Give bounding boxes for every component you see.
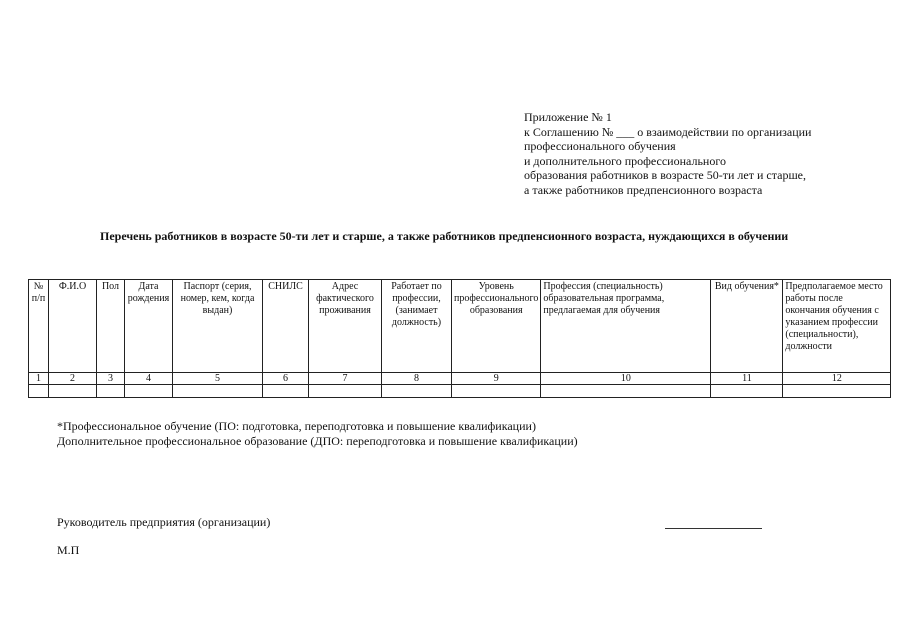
- empty-cell: [97, 385, 125, 398]
- column-number: 1: [29, 373, 49, 385]
- appendix-line: профессионального обучения: [524, 139, 676, 153]
- header-cell-address: Адрес фактического проживания: [309, 280, 382, 373]
- appendix-line: к Соглашению № ___ о взаимодействии по организации: [524, 124, 812, 139]
- empty-cell: [452, 385, 541, 398]
- signature-line: [665, 528, 762, 529]
- empty-cell: [309, 385, 382, 398]
- empty-cell: [49, 385, 97, 398]
- appendix-block: [524, 110, 811, 197]
- employee-table: [28, 279, 891, 398]
- column-number: 3: [97, 373, 125, 385]
- appendix-line: и дополнительного профессионального: [524, 153, 726, 168]
- empty-cell: [263, 385, 309, 398]
- column-number: 6: [263, 373, 309, 385]
- table-row: [29, 373, 891, 385]
- column-number: 8: [382, 373, 452, 385]
- column-number: 5: [173, 373, 263, 385]
- stamp-label: М.П: [57, 543, 80, 557]
- header-cell-workplace: Предполагаемое место работы после окончания обучения с указанием профессии (специальности), должности: [783, 280, 891, 373]
- document-title: Перечень работников в возрасте 50-ти лет и старше, а также работников предпенсионного возраста, нуждающихся в обучении: [100, 229, 789, 243]
- signature-label: Руководитель предприятия (организации): [57, 515, 271, 529]
- header-cell-training-type: Вид обучения*: [711, 280, 783, 373]
- column-number: 11: [711, 373, 783, 385]
- footnotes: [57, 419, 578, 449]
- header-cell-number: № п/п: [29, 280, 49, 373]
- empty-cell: [541, 385, 711, 398]
- header-cell-position: Работает по профессии, (занимает должность): [382, 280, 452, 373]
- empty-cell: [711, 385, 783, 398]
- empty-cell: [29, 385, 49, 398]
- header-cell-birthdate: Дата рождения: [125, 280, 173, 373]
- empty-cell: [783, 385, 891, 398]
- header-cell-education-level: Уровень профессионального образования: [452, 280, 541, 373]
- header-cell-profession: Профессия (специальность) образовательная программа, предлагаемая для обучения: [541, 280, 711, 373]
- empty-cell: [173, 385, 263, 398]
- column-number: 2: [49, 373, 97, 385]
- column-number: 12: [783, 373, 891, 385]
- footnote-line: Дополнительное профессиональное образование (ДПО: переподготовка и повышение квалификации): [57, 434, 578, 448]
- header-cell-name: Ф.И.О: [49, 280, 97, 373]
- appendix-line: Приложение № 1: [524, 110, 612, 124]
- appendix-line: а также работников предпенсионного возраста: [524, 182, 763, 197]
- header-cell-passport: Паспорт (серия, номер, кем, когда выдан): [173, 280, 263, 373]
- table-row: [29, 385, 891, 398]
- column-number: 9: [452, 373, 541, 385]
- column-number: 10: [541, 373, 711, 385]
- appendix-line: образования работников в возрасте 50-ти лет и старше,: [524, 168, 807, 182]
- column-number: 4: [125, 373, 173, 385]
- header-cell-gender: Пол: [97, 280, 125, 373]
- empty-cell: [382, 385, 452, 398]
- empty-cell: [125, 385, 173, 398]
- column-number: 7: [309, 373, 382, 385]
- header-cell-snils: СНИЛС: [263, 280, 309, 373]
- footnote-line: *Профессиональное обучение (ПО: подготовка, переподготовка и повышение квалификации): [57, 419, 536, 433]
- table-header-row: [29, 280, 891, 373]
